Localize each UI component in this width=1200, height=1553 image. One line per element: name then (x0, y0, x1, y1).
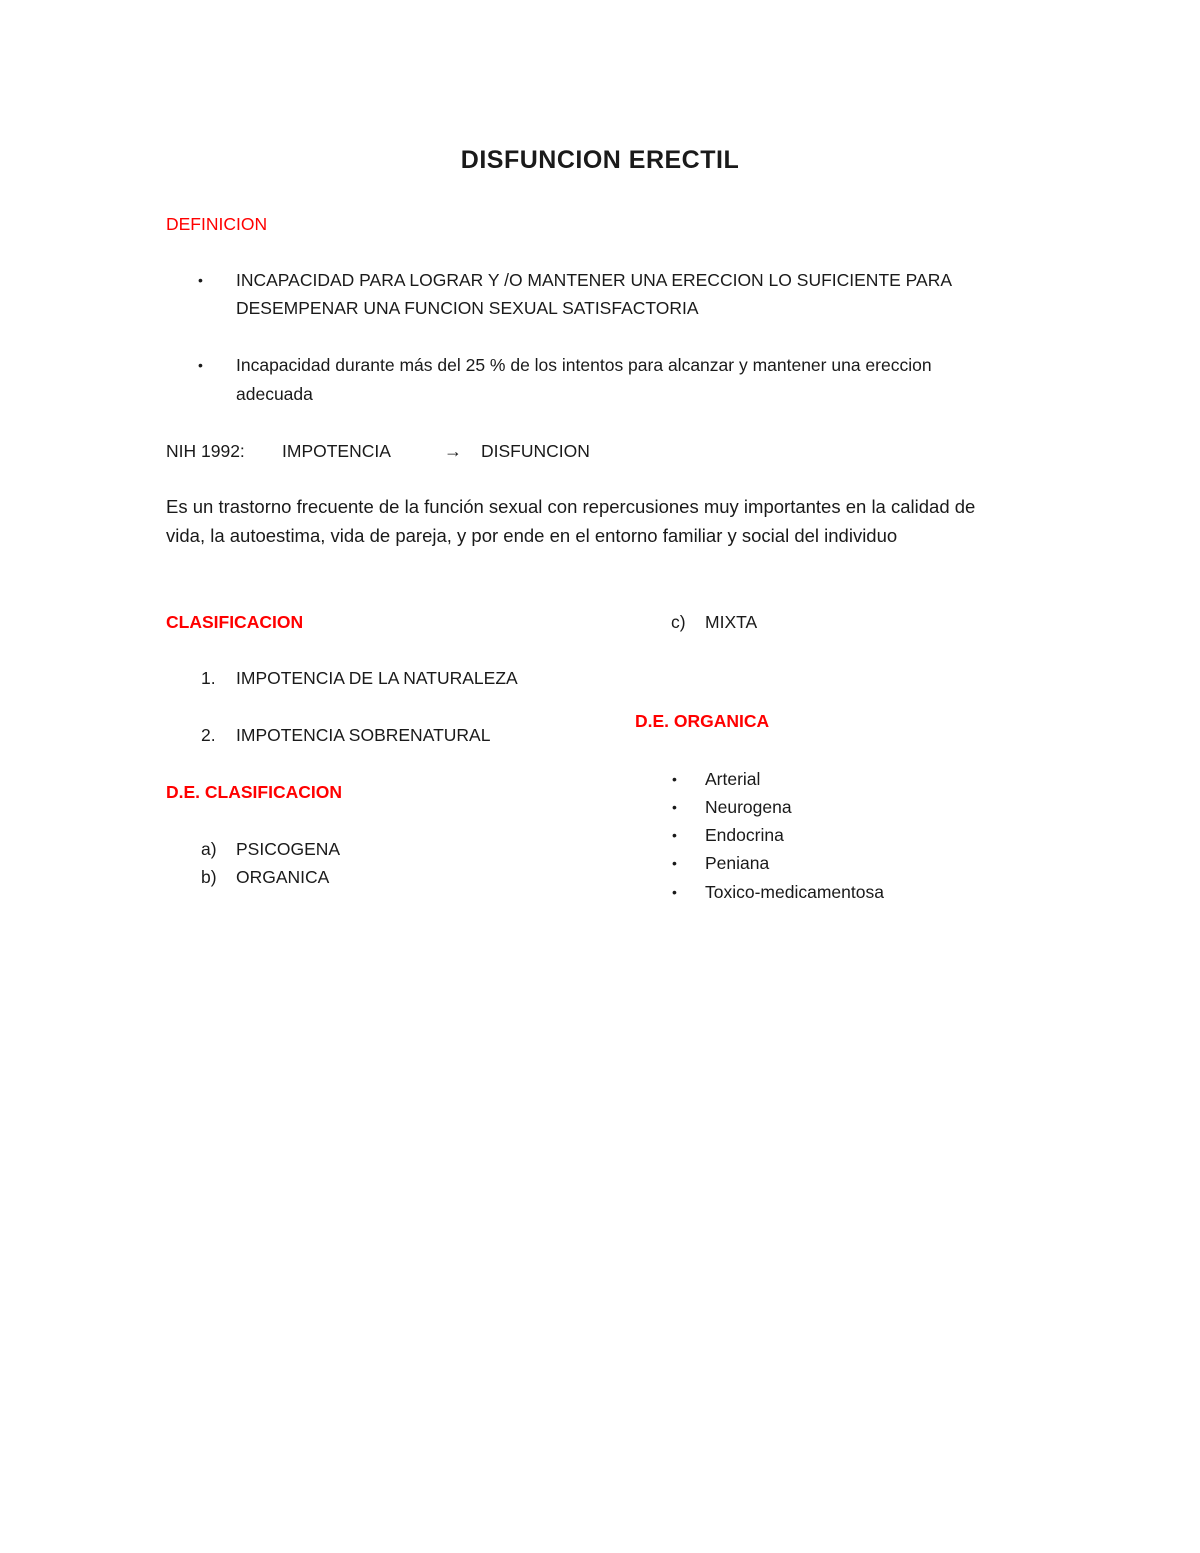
bullet-icon: • (198, 357, 203, 373)
de-clasificacion-marker-c: c) (671, 612, 686, 632)
de-organica-item-5: Toxico-medicamentosa (705, 882, 884, 902)
bullet-icon: • (672, 884, 677, 900)
de-organica-item-2: Neurogena (705, 797, 792, 817)
clasificacion-item-2: IMPOTENCIA SOBRENATURAL (236, 725, 491, 745)
bullet-icon: • (672, 799, 677, 815)
arrow-right-icon: → (444, 441, 462, 461)
nih-to: DISFUNCION (481, 441, 590, 461)
clasificacion-marker-1: 1. (201, 668, 216, 688)
definicion-item-1-line-1: INCAPACIDAD PARA LOGRAR Y /O MANTENER UNA ERECCION LO SUFICIENTE PARA (236, 270, 953, 290)
bullet-icon: • (672, 855, 677, 871)
definicion-item-2-line-1: Incapacidad durante más del 25 % de los intentos para alcanzar y mantener una ereccion (236, 355, 932, 375)
nih-from: IMPOTENCIA (282, 441, 391, 461)
bullet-icon: • (198, 272, 203, 288)
nih-label: NIH 1992: (166, 441, 245, 461)
de-clasificacion-marker-b: b) (201, 867, 217, 887)
description-line-1: Es un trastorno frecuente de la función sexual con repercusiones muy importantes en la calidad de (166, 496, 976, 517)
document-title: DISFUNCION ERECTIL (460, 146, 740, 174)
definicion-item-2-line-2: adecuada (236, 384, 313, 404)
definicion-heading: DEFINICION (166, 214, 268, 234)
definicion-item-1-line-2: DESEMPENAR UNA FUNCION SEXUAL SATISFACTORIA (236, 298, 699, 318)
bullet-icon: • (672, 827, 677, 843)
de-clasificacion-heading: D.E. CLASIFICACION (166, 782, 342, 802)
de-organica-item-4: Peniana (705, 853, 770, 873)
bullet-icon: • (672, 771, 677, 787)
clasificacion-item-1: IMPOTENCIA DE LA NATURALEZA (236, 668, 518, 688)
de-clasificacion-marker-a: a) (201, 839, 217, 859)
de-organica-item-1: Arterial (705, 769, 761, 789)
de-organica-item-3: Endocrina (705, 825, 784, 845)
description-line-2: vida, la autoestima, vida de pareja, y por ende en el entorno familiar y social del individuo (166, 525, 898, 546)
de-organica-heading: D.E. ORGANICA (635, 711, 770, 731)
clasificacion-marker-2: 2. (201, 725, 216, 745)
de-clasificacion-item-b: ORGANICA (236, 867, 330, 887)
de-clasificacion-item-a: PSICOGENA (236, 839, 341, 859)
de-clasificacion-item-c: MIXTA (705, 612, 758, 632)
clasificacion-heading: CLASIFICACION (166, 612, 304, 632)
